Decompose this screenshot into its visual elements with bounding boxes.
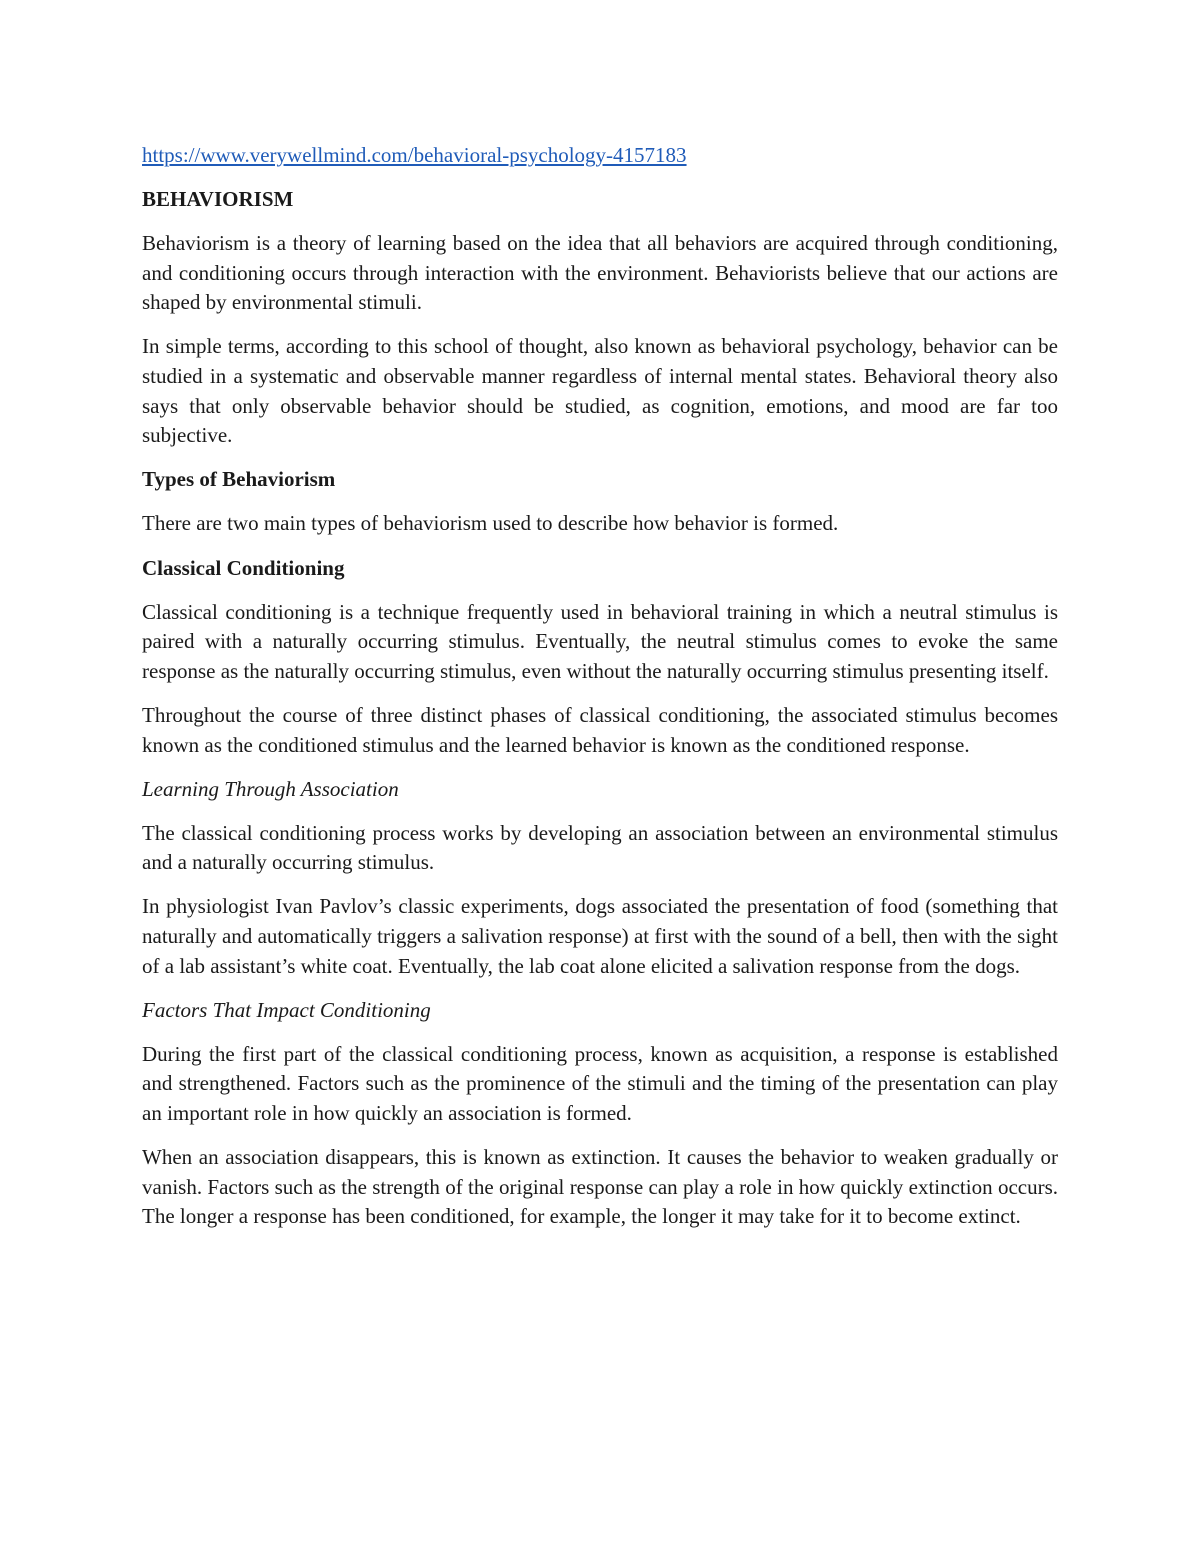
factors-paragraph-1: During the first part of the classical conditioning process, known as acquisition, a response is established and strengthened. Factors such as the prominence of the stimuli and the timing of the presentation can play an important role in how quickly an association is formed. (142, 1041, 1058, 1125)
intro-paragraph-1: Behaviorism is a theory of learning based on the idea that all behaviors are acquired through conditioning, and conditioning occurs through interaction with the environment. Behaviorists believe that our actions are shaped by environmental stimuli. (142, 231, 1058, 315)
factors-heading: Factors That Impact Conditioning (142, 997, 431, 1022)
types-heading: Types of Behaviorism (142, 467, 336, 492)
classical-paragraph-2: Throughout the course of three distinct phases of classical conditioning, the associated stimulus becomes known as the conditioned stimulus and the learned behavior is known as the conditioned response. (142, 702, 1058, 757)
document-title: BEHAVIORISM (142, 187, 294, 212)
source-link-paragraph (142, 141, 1058, 171)
classical-conditioning-heading: Classical Conditioning (142, 555, 345, 580)
types-paragraph: There are two main types of behaviorism used to describe how behavior is formed. (142, 511, 839, 536)
source-link[interactable]: https://www.verywellmind.com/behavioral-psychology-4157183 (142, 143, 687, 167)
intro-paragraph-2: In simple terms, according to this school of thought, also known as behavioral psychology, behavior can be studied in a systematic and observable manner regardless of internal mental states. Behavioral theory also says that only observable behavior should be studied, as cognition, emotions, and mood are far too subjective. (142, 334, 1058, 448)
association-paragraph-1: The classical conditioning process works by developing an association between an environmental stimulus and a naturally occurring stimulus. (142, 820, 1058, 875)
association-paragraph-2: In physiologist Ivan Pavlov’s classic experiments, dogs associated the presentation of food (something that naturally and automatically triggers a salivation response) at first with the sound of a bell, then with the sight of a lab assistant’s white coat. Eventually, the lab coat alone elicited a salivation response from the dogs. (142, 894, 1058, 978)
factors-paragraph-2: When an association disappears, this is known as extinction. It causes the behavior to weaken gradually or vanish. Factors such as the strength of the original response can play a role in how quickly extinction occurs. The longer a response has been conditioned, for example, the longer it may take for it to become extinct. (142, 1145, 1058, 1229)
classical-paragraph-1: Classical conditioning is a technique frequently used in behavioral training in which a neutral stimulus is paired with a naturally occurring stimulus. Eventually, the neutral stimulus comes to evoke the same response as the naturally occurring stimulus, even without the naturally occurring stimulus presenting itself. (142, 599, 1058, 683)
learning-association-heading: Learning Through Association (142, 776, 399, 801)
document-body (142, 141, 1058, 1246)
